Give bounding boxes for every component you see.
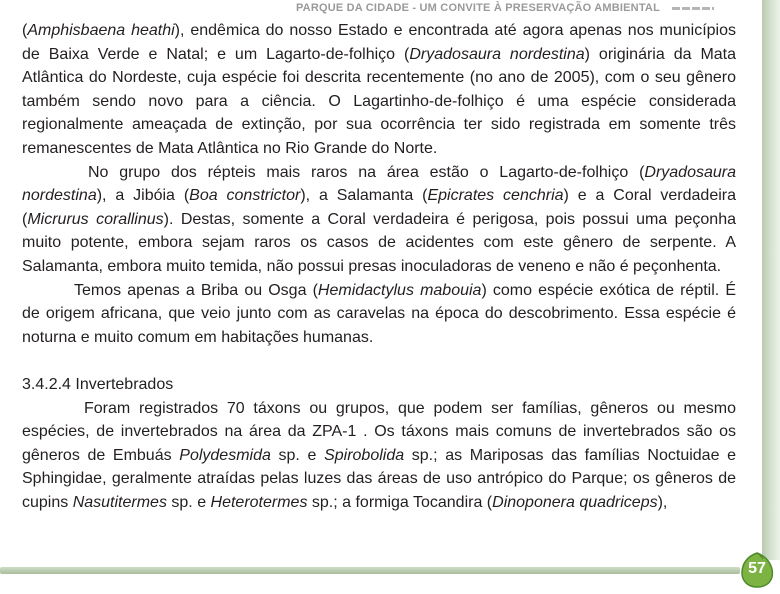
- paragraph-spacer: [22, 349, 736, 373]
- page-number: 57: [748, 560, 766, 577]
- species-name: Dryadosaura nordestina: [22, 163, 736, 205]
- bottom-decorative-bar: [0, 567, 740, 574]
- species-name: Dryadosaura nordestina: [409, 45, 585, 63]
- paragraph-rare-reptiles: No grupo dos répteis mais raros na área estão o Lagarto-de-folhiço (Dryadosaura nordestina), a Jibóia (Boa constrictor), a Salamanta (Epicrates cenchria) e a Coral verdadeira (Micrurus corallinus). Destas, somente a Coral verdadeira é perigosa, pois possui uma peçonha muito potente, embora sejam raros os casos de acidentes com este gênero de serpente. A Salamanta, embora muito temida, não possui presas inoculadoras de veneno e não é peçonhenta.: [22, 163, 737, 275]
- right-decorative-bar: [762, 0, 780, 560]
- genus-name: Heterotermes: [210, 493, 308, 511]
- header-title: PARQUE DA CIDADE - UM CONVITE À PRESERVAÇÃO AMBIENTAL: [295, 2, 660, 14]
- species-name: Micrurus corallinus: [27, 210, 164, 228]
- species-name: Hemidactylus mabouia: [317, 281, 482, 299]
- genus-name: Polydesmida: [179, 446, 271, 464]
- genus-name: Dinoponera quadriceps: [492, 493, 658, 511]
- species-name: Boa constrictor: [189, 187, 301, 205]
- paragraph-amphisbaena: (Amphisbaena heathi), endêmica do nosso Estado e encontrada até agora apenas nos municípios de Baixa Verde e Natal; e um Lagarto-de-folhiço (Dryadosaura nordestina) originária da Mata Atlântica do Nordeste, cuja espécie foi descrita recentemente (no ano de 2005), com o seu gênero também sendo novo para a ciência. O Lagartinho-de-folhiço é uma espécie considerada regionalmente ameaçada de extinção, por sua ocorrência ter sido registrada em somente três remanescentes de Mata Atlântica no Rio Grande do Norte.: [22, 22, 737, 157]
- genus-name: Nasutitermes: [72, 493, 167, 511]
- paragraph-invertebrates: Foram registrados 70 táxons ou grupos, que podem ser famílias, gêneros ou mesmo espécies, de invertebrados na área da ZPA-1 . Os táxons mais comuns de invertebrados são os gêneros de Embuás Polydesmida sp. e Spirobolida sp.; as Mariposas das famílias Noctuidae e Sphingidae, geralmente atraídas pelas luzes das áreas de uso antrópico do Parque; os gêneros de cupins Nasutitermes sp. e Heterotermes sp.; a formiga Tocandira (Dinoponera quadriceps),: [22, 399, 737, 511]
- species-name: Epicrates cenchria: [427, 187, 564, 205]
- species-name: Amphisbaena heathi: [27, 22, 175, 39]
- header-dash-ornament: [672, 7, 714, 10]
- paragraph-exotic-reptile: Temos apenas a Briba ou Osga (Hemidactylus mabouia) como espécie exótica de réptil. É de origem africana, que veio junto com as caravelas na época do descobrimento. Essa espécie é noturna e muito comum em habitações humanas.: [22, 281, 737, 346]
- page-body: [22, 19, 736, 514]
- section-heading: 3.4.2.4 Invertebrados: [22, 375, 174, 393]
- page-number-badge: [738, 551, 776, 589]
- page-header: [0, 0, 780, 16]
- genus-name: Spirobolida: [324, 446, 405, 464]
